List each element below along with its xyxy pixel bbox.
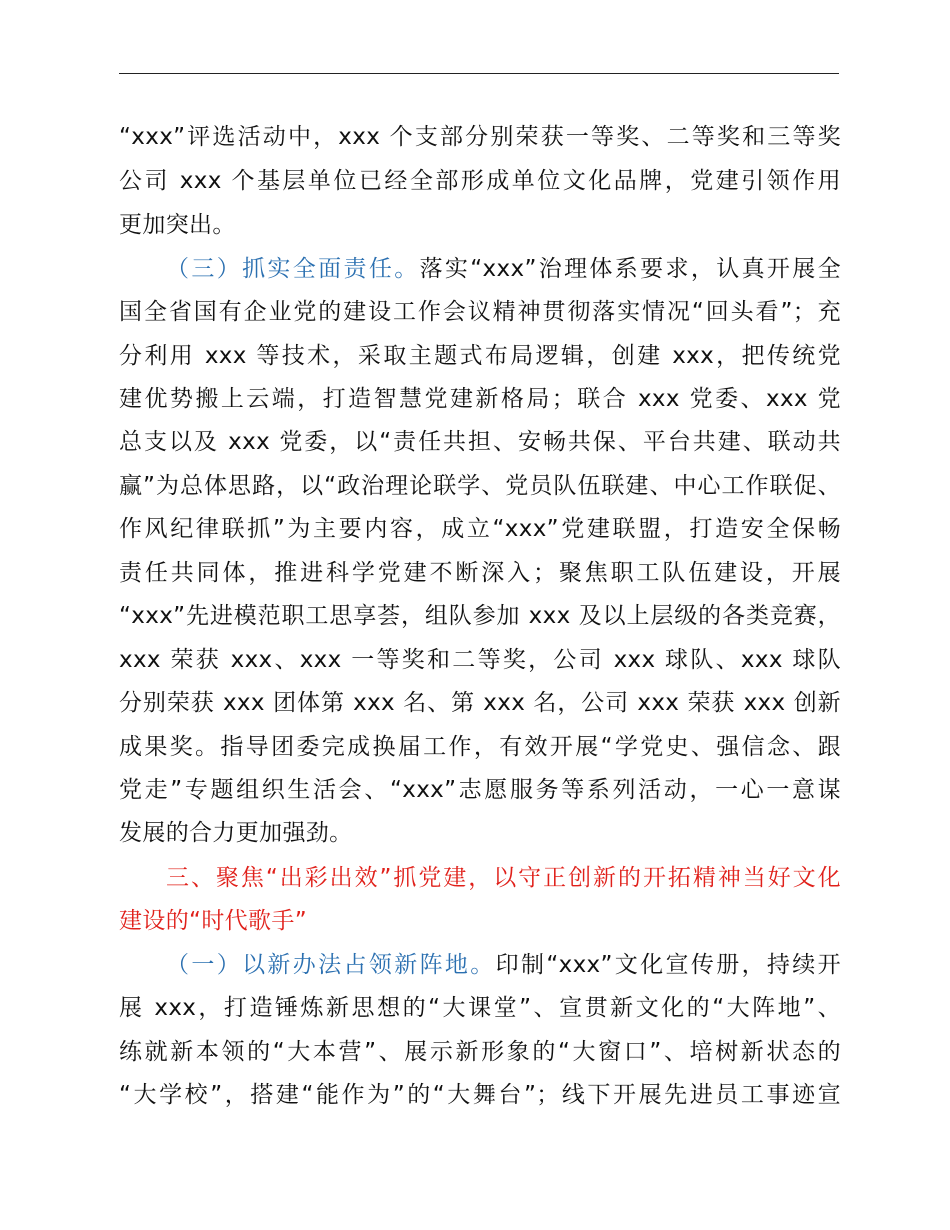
text-segment: xxx 荣获 xxx、xxx 一等奖和二等奖，公司 xxx 球队、xxx 球队 — [119, 647, 841, 673]
text-segment: 建优势搬上云端，打造智慧党建新格局；联合 xxx 党委、xxx 党 — [119, 386, 841, 412]
text-line — [119, 768, 841, 812]
text-line — [119, 1030, 841, 1074]
text-line — [119, 159, 841, 203]
subheading-label: （一）以新办法占领新阵地。 — [166, 952, 496, 978]
text-segment: 练就新本领的“大本营”、展示新形象的“大窗口”、培树新状态的 — [119, 1039, 841, 1065]
header-rule — [119, 73, 839, 74]
text-segment: 成果奖。指导团委完成换届工作，有效开展“学党史、强信念、跟 — [119, 734, 841, 760]
text-segment: 党走”专题组织生活会、“xxx”志愿服务等系列活动，一心一意谋 — [119, 777, 841, 803]
text-segment: 国全省国有企业党的建设工作会议精神贯彻落实情况“回头看”；充 — [119, 299, 841, 325]
text-segment: 印制“xxx”文化宣传册，持续开 — [495, 952, 841, 978]
text-line — [119, 725, 841, 769]
text-segment: 作风纪律联抓”为主要内容，成立“xxx”党建联盟，打造安全保畅 — [119, 516, 841, 542]
text-segment: 展 xxx，打造锤炼新思想的“大课堂”、宣贯新文化的“大阵地”、 — [119, 995, 841, 1021]
text-segment: 赢”为总体思路，以“政治理论联学、党员队伍联建、中心工作联促、 — [119, 473, 841, 499]
section-heading-text: 三、聚焦“出彩出效”抓党建，以守正创新的开拓精神当好文化 — [166, 865, 841, 891]
text-segment: 发展的合力更加强劲。 — [119, 820, 353, 846]
text-line — [119, 334, 841, 378]
text-segment: 总支以及 xxx 党委，以“责任共担、安畅共保、平台共建、联动共 — [119, 429, 841, 455]
text-segment: 落实“xxx”治理体系要求，认真开展全 — [419, 256, 841, 282]
text-line — [119, 377, 841, 421]
text-line — [119, 203, 236, 247]
text-segment: “xxx”评选活动中，xxx 个支部分别荣获一等奖、二等奖和三等奖 — [119, 124, 841, 150]
text-line — [119, 1073, 841, 1117]
text-line — [119, 638, 841, 682]
section-heading-text: 建设的“时代歌手” — [119, 908, 307, 934]
text-line — [119, 811, 353, 855]
text-segment: 分利用 xxx 等技术，采取主题式布局逻辑，创建 xxx，把传统党 — [119, 343, 841, 369]
text-line — [119, 681, 841, 725]
text-segment: 更加突出。 — [119, 212, 236, 238]
text-segment: “大学校”，搭建“能作为”的“大舞台”；线下开展先进员工事迹宣 — [119, 1082, 841, 1108]
text-line — [119, 986, 841, 1030]
text-line — [119, 464, 841, 508]
text-segment: 公司 xxx 个基层单位已经全部形成单位文化品牌，党建引领作用 — [119, 168, 841, 194]
text-segment: 分别荣获 xxx 团体第 xxx 名、第 xxx 名，公司 xxx 荣获 xxx 创新 — [119, 690, 841, 716]
section-heading — [166, 856, 841, 900]
text-segment: “xxx”先进模范职工思享荟，组队参加 xxx 及以上层级的各类竞赛， — [119, 603, 841, 629]
text-line — [119, 115, 841, 159]
text-line — [119, 420, 841, 464]
text-line — [119, 594, 841, 638]
section-heading — [119, 899, 307, 943]
text-line — [119, 290, 841, 334]
subheading-line — [166, 247, 841, 291]
subheading-label: （三）抓实全面责任。 — [166, 256, 420, 282]
text-line — [119, 507, 841, 551]
text-line — [119, 551, 841, 595]
text-segment: 责任共同体，推进科学党建不断深入；聚焦职工队伍建设，开展 — [119, 560, 841, 586]
subheading-line — [166, 943, 841, 987]
